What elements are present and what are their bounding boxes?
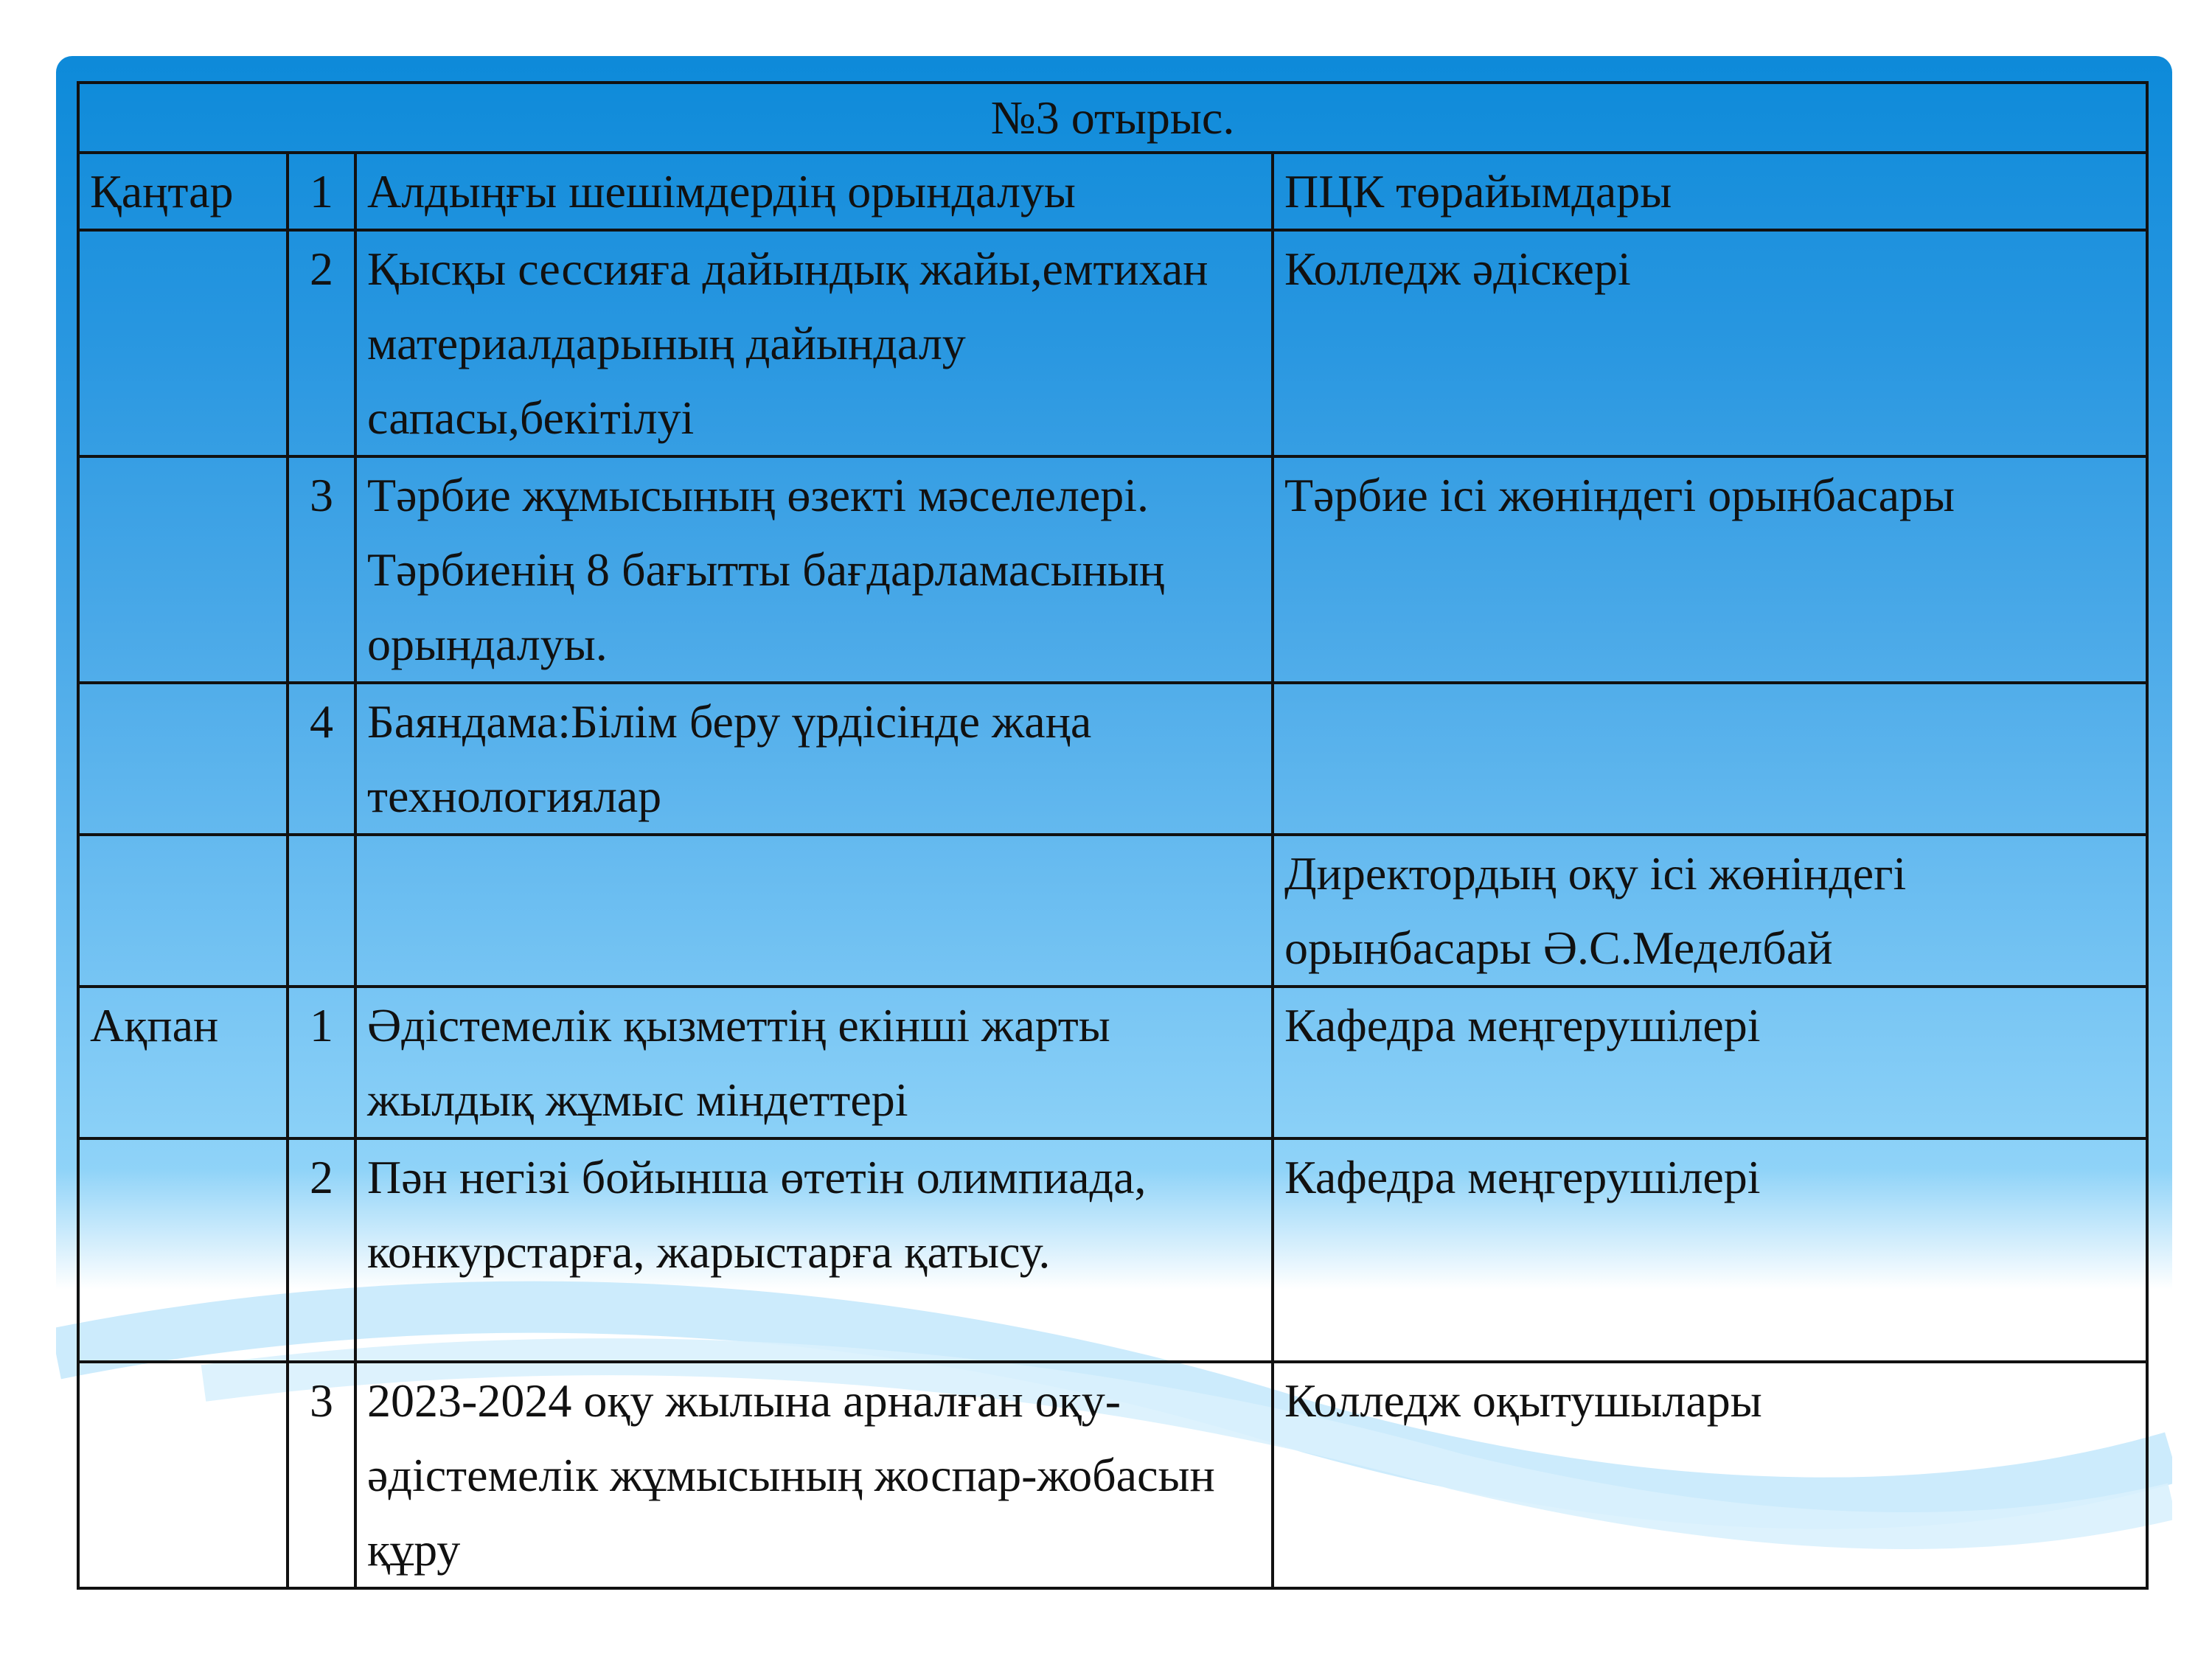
title-row xyxy=(78,83,2147,153)
number-cell: 1 xyxy=(288,153,355,230)
table-row xyxy=(78,153,2147,230)
month-cell xyxy=(78,683,288,835)
table-row xyxy=(78,1362,2147,1588)
number-cell: 2 xyxy=(288,1138,355,1362)
topic-cell: Әдістемелік қызметтің екінші жарты жылдық жұмыс міндеттері xyxy=(355,987,1273,1138)
topic-cell: Пән негізі бойынша өтетін олимпиада, конкурстарға, жарыстарға қатысу. xyxy=(355,1138,1273,1362)
topic-cell: 2023-2024 оқу жылына арналған оқу-әдістемелік жұмысының жоспар-жобасын құру xyxy=(355,1362,1273,1588)
month-cell xyxy=(78,456,288,683)
responsible-cell: Директордың оқу ісі жөніндегі орынбасары Ә.С.Меделбай xyxy=(1273,835,2147,987)
month-cell: Ақпан xyxy=(78,987,288,1138)
responsible-cell xyxy=(1273,683,2147,835)
topic-cell xyxy=(355,835,1273,987)
month-cell xyxy=(78,1138,288,1362)
table-row xyxy=(78,987,2147,1138)
number-cell: 2 xyxy=(288,230,355,456)
table-row xyxy=(78,1138,2147,1362)
table-row xyxy=(78,456,2147,683)
number-cell: 1 xyxy=(288,987,355,1138)
schedule-table xyxy=(77,81,2149,1590)
topic-cell: Баяндама:Білім беру үрдісінде жаңа технологиялар xyxy=(355,683,1273,835)
number-cell xyxy=(288,835,355,987)
topic-cell: Алдыңғы шешімдердің орындалуы xyxy=(355,153,1273,230)
responsible-cell: Кафедра меңгерушілері xyxy=(1273,987,2147,1138)
topic-cell: Қысқы сессияға дайындық жайы,емтихан материалдарының дайындалу сапасы,бекітілуі xyxy=(355,230,1273,456)
month-cell xyxy=(78,230,288,456)
responsible-cell: ПЦК төрайымдары xyxy=(1273,153,2147,230)
table-row xyxy=(78,230,2147,456)
topic-cell: Тәрбие жұмысының өзекті мәселелері. Тәрбиенің 8 бағытты бағдарламасының орындалуы. xyxy=(355,456,1273,683)
number-cell: 3 xyxy=(288,456,355,683)
month-cell xyxy=(78,1362,288,1588)
number-cell: 4 xyxy=(288,683,355,835)
month-cell: Қаңтар xyxy=(78,153,288,230)
responsible-cell: Колледж әдіскері xyxy=(1273,230,2147,456)
schedule-table-container xyxy=(77,81,2146,1590)
table-row xyxy=(78,835,2147,987)
table-title: №3 отырыс. xyxy=(78,83,2147,153)
responsible-cell: Колледж оқытушылары xyxy=(1273,1362,2147,1588)
responsible-cell: Тәрбие ісі жөніндегі орынбасары xyxy=(1273,456,2147,683)
table-row xyxy=(78,683,2147,835)
month-cell xyxy=(78,835,288,987)
responsible-cell: Кафедра меңгерушілері xyxy=(1273,1138,2147,1362)
number-cell: 3 xyxy=(288,1362,355,1588)
